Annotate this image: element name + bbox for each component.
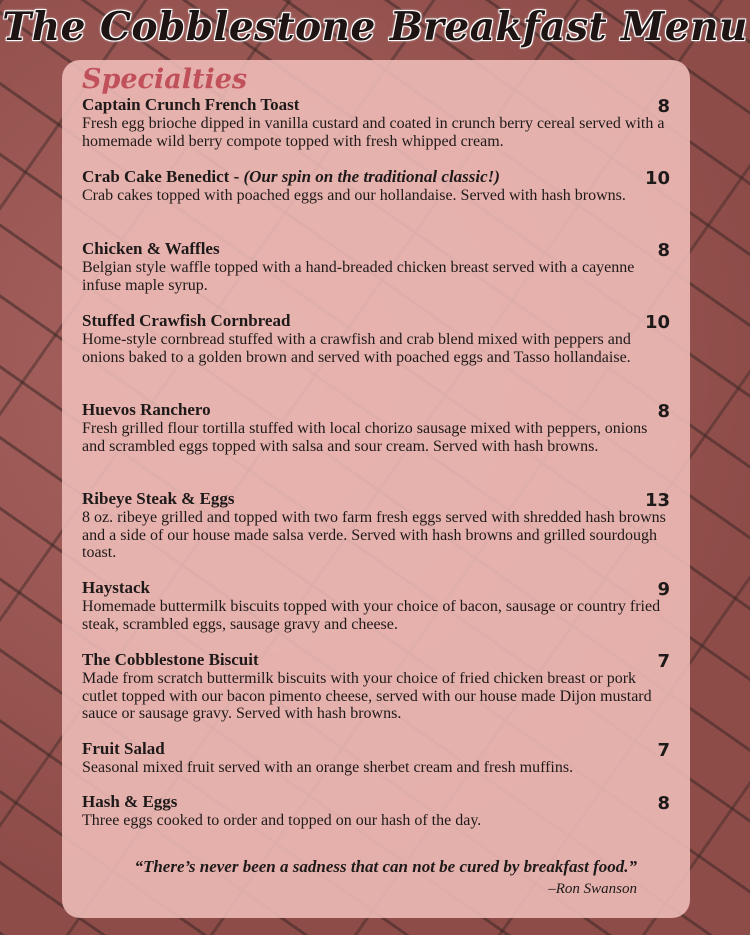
menu-item [82,312,670,366]
item-name: Hash & Eggs [82,792,178,811]
item-description: Belgian style waffle topped with a hand-breaded chicken breast served with a cayenne infuse maple syrup. [82,259,635,294]
item-price: 9 [657,579,670,600]
page-title: The Cobblestone Breakfast Menu [2,4,748,50]
item-price: 7 [657,651,670,672]
item-price: 8 [657,401,670,422]
item-description: Seasonal mixed fruit served with an orange sherbet cream and fresh muffins. [82,759,574,776]
item-price: 10 [644,312,670,333]
menu-panel [62,60,690,918]
item-description: Crab cakes topped with poached eggs and our hollandaise. Served with hash browns. [82,187,626,204]
item-description: Made from scratch buttermilk biscuits with your choice of fried chicken breast or pork cutlet topped with our bacon pimento cheese, served with our house made Dijon mustard sauce or sausage gravy. Served with hash browns. [82,670,652,722]
item-price: 8 [657,96,670,117]
item-note: (Our spin on the traditional classic!) [243,167,500,186]
menu-item [82,740,670,777]
item-name: Crab Cake Benedict - (Our spin on the traditional classic!) [82,167,500,186]
item-name: Haystack [82,578,150,597]
menu-item [82,490,670,562]
item-description: Fresh grilled flour tortilla stuffed with local chorizo sausage mixed with peppers, onions and scrambled eggs topped with salsa and sour cream. Served with hash browns. [82,420,648,455]
item-description: Three eggs cooked to order and topped on our hash of the day. [82,812,482,829]
item-name: Captain Crunch French Toast [82,95,300,114]
item-price: 8 [657,240,670,261]
menu-item [82,240,670,294]
item-name: Fruit Salad [82,739,165,758]
item-price: 13 [644,490,670,511]
item-name: Stuffed Crawfish Cornbread [82,311,291,330]
item-name: Huevos Ranchero [82,400,211,419]
quote-author: –Ron Swanson [548,881,637,897]
menu-item [82,401,670,455]
item-description: 8 oz. ribeye grilled and topped with two farm fresh eggs served with shredded hash browns and a side of our house made salsa verde. Served with hash browns and grilled sourdough toast. [82,509,666,561]
item-price: 8 [657,793,670,814]
item-name: Ribeye Steak & Eggs [82,489,235,508]
item-name: The Cobblestone Biscuit [82,650,259,669]
menu-item [82,168,670,205]
item-description: Fresh egg brioche dipped in vanilla custard and coated in crunch berry cereal served with a homemade wild berry compote topped with fresh whipped cream. [82,115,665,150]
menu-item [82,793,670,830]
section-title: Specialties [82,64,248,95]
item-description: Home-style cornbread stuffed with a crawfish and crab blend mixed with peppers and onions baked to a golden brown and served with poached eggs and Tasso hollandaise. [82,331,631,366]
quote-text: “There’s never been a sadness that can not be cured by breakfast food.” [134,857,637,876]
menu-item [82,651,670,723]
menu-item [82,96,670,150]
item-description: Homemade buttermilk biscuits topped with your choice of bacon, sausage or country fried steak, scrambled eggs, sausage gravy and cheese. [82,598,661,633]
item-price: 7 [657,740,670,761]
item-name: Chicken & Waffles [82,239,220,258]
item-price: 10 [644,168,670,189]
menu-item [82,579,670,633]
